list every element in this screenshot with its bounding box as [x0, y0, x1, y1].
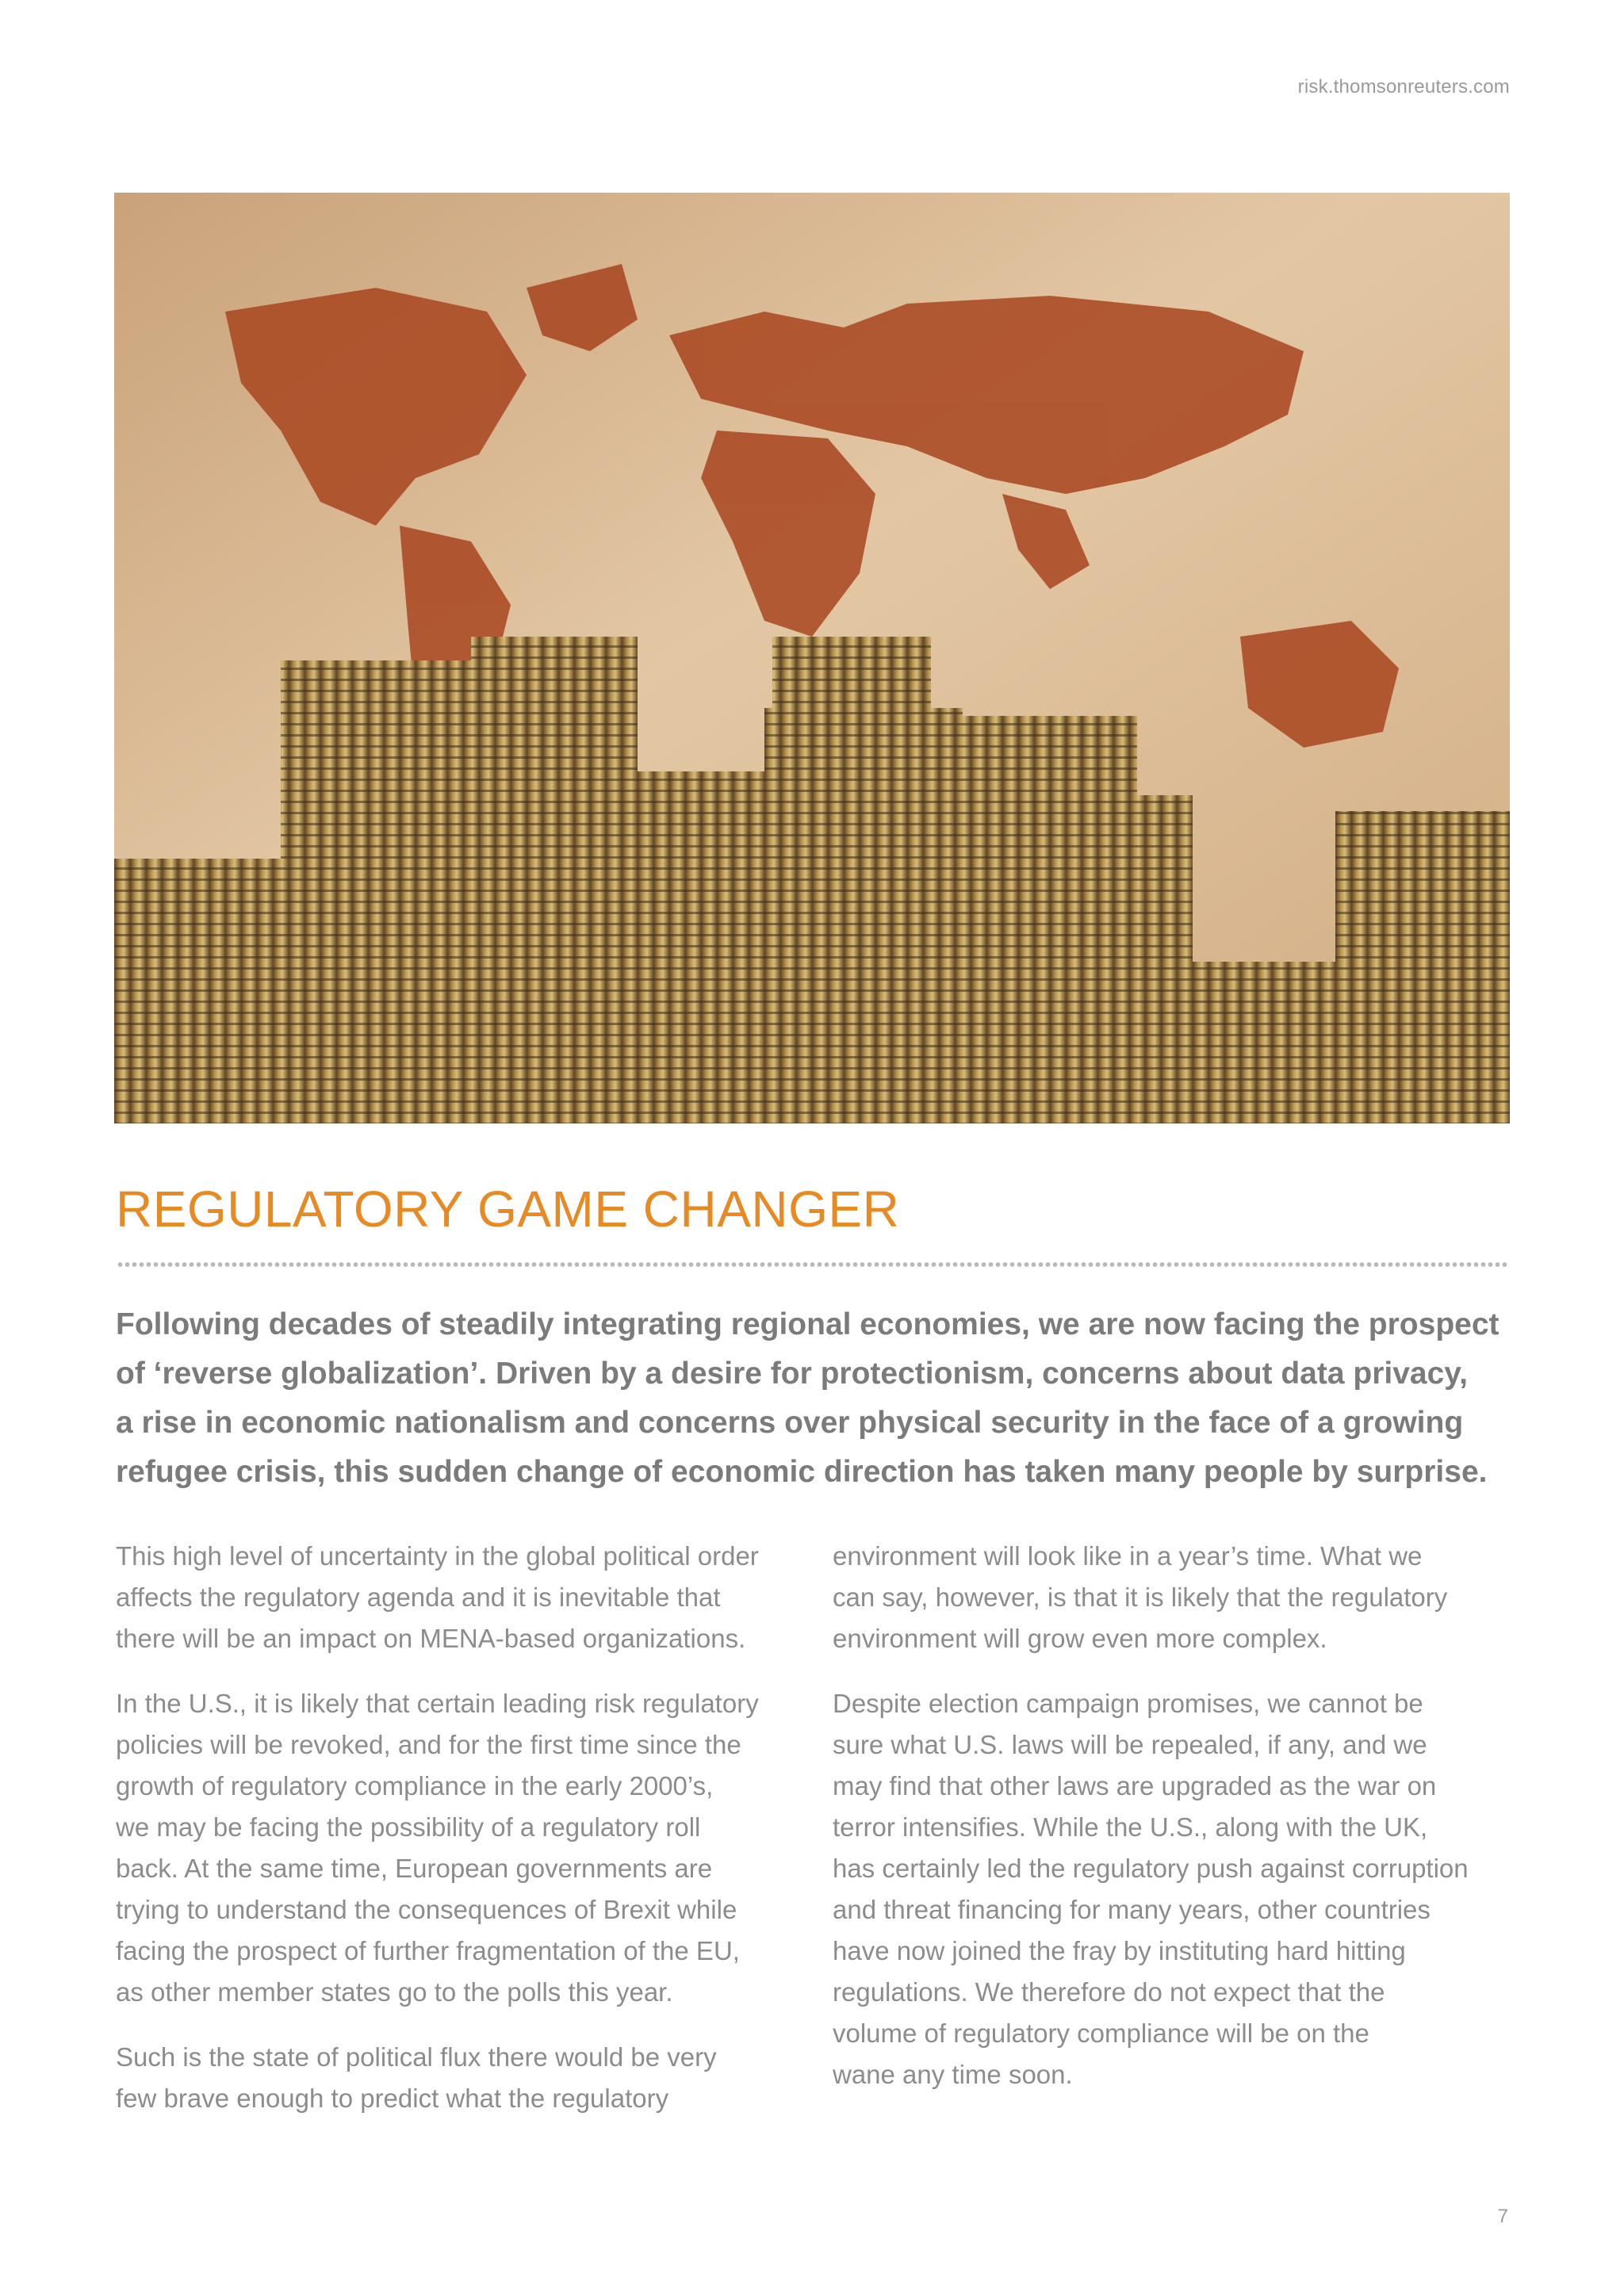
body-line: sure what U.S. laws will be repealed, if any, and we [833, 1730, 1427, 1759]
body-paragraph [116, 2037, 806, 2119]
body-line: may find that other laws are upgraded as the war on [833, 1771, 1437, 1800]
coins-map-illustration [114, 193, 1510, 1123]
body-paragraph [116, 1536, 806, 1659]
body-line: wane any time soon. [833, 2060, 1073, 2089]
body-line: back. At the same time, European governments are [116, 1854, 713, 1883]
body-line: terror intensifies. While the U.S., along with the UK, [833, 1812, 1428, 1842]
body-line: regulations. We therefore do not expect that the [833, 1977, 1385, 2007]
body-line: we may be facing the possibility of a regulatory roll [116, 1812, 701, 1842]
body-line: environment will grow even more complex. [833, 1624, 1327, 1653]
site-url: risk.thomsonreuters.com [1297, 76, 1510, 98]
body-column-right [833, 1536, 1522, 2119]
body-line: have now joined the fray by instituting hard hitting [833, 1936, 1406, 1965]
body-line: policies will be revoked, and for the first time since the [116, 1730, 741, 1759]
body-paragraph [833, 1536, 1522, 1659]
body-line: In the U.S., it is likely that certain leading risk regulatory [116, 1689, 759, 1718]
body-line: few brave enough to predict what the regulatory [116, 2084, 669, 2113]
body-line: has certainly led the regulatory push against corruption [833, 1854, 1469, 1883]
body-line: environment will look like in a year’s time. What we [833, 1541, 1423, 1571]
body-line: and threat financing for many years, other countries [833, 1895, 1431, 1924]
lead-line: a rise in economic nationalism and concerns over physical security in the face of a growing [116, 1406, 1464, 1440]
body-line: Such is the state of political flux there would be very [116, 2042, 717, 2072]
lead-line: of ‘reverse globalization’. Driven by a desire for protectionism, concerns about data privacy, [116, 1357, 1468, 1391]
lead-line: refugee crisis, this sudden change of economic direction has taken many people by surprise. [116, 1455, 1488, 1489]
body-line: volume of regulatory compliance will be on the [833, 2019, 1369, 2048]
page-number: 7 [1497, 2206, 1508, 2227]
body-line: This high level of uncertainty in the global political order [116, 1541, 759, 1571]
body-line: there will be an impact on MENA-based organizations. [116, 1624, 746, 1653]
body-line: trying to understand the consequences of Brexit while [116, 1895, 737, 1924]
body-column-left [116, 1536, 806, 2143]
section-title: REGULATORY GAME CHANGER [116, 1181, 900, 1238]
body-line: Despite election campaign promises, we cannot be [833, 1689, 1423, 1718]
body-line: growth of regulatory compliance in the early 2000’s, [116, 1771, 714, 1800]
body-paragraph [833, 1683, 1522, 2095]
lead-line: Following decades of steadily integrating regional economies, we are now facing the prospect [116, 1307, 1500, 1341]
body-line: as other member states go to the polls this year. [116, 1977, 673, 2007]
lead-paragraph [116, 1300, 1511, 1497]
dotted-divider [117, 1261, 1509, 1269]
body-paragraph [116, 1683, 806, 2013]
hero-image [114, 193, 1510, 1123]
body-line: affects the regulatory agenda and it is inevitable that [116, 1582, 721, 1612]
body-line: can say, however, is that it is likely that the regulatory [833, 1582, 1448, 1612]
body-line: facing the prospect of further fragmentation of the EU, [116, 1936, 740, 1965]
